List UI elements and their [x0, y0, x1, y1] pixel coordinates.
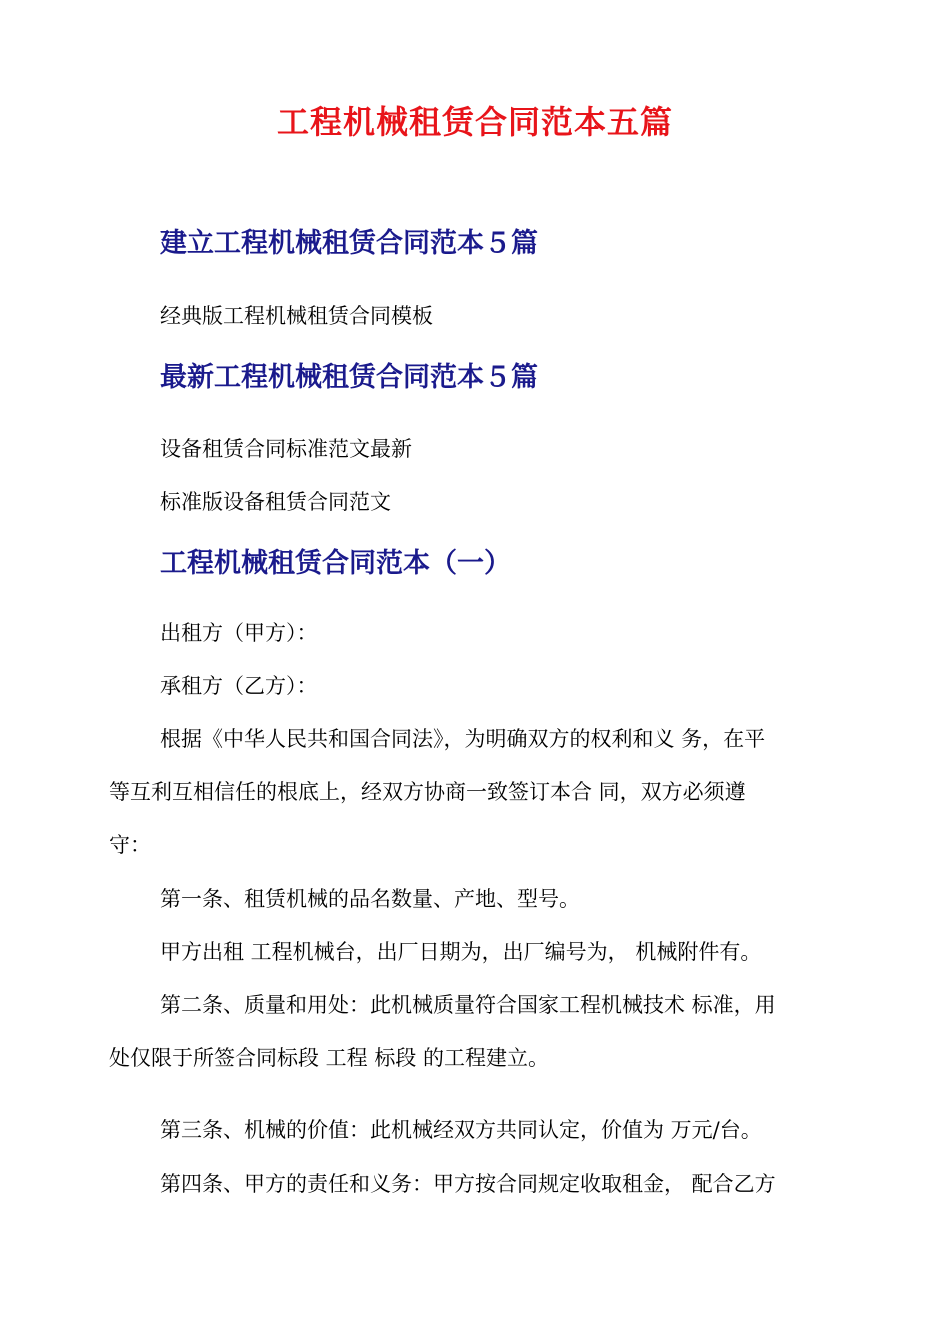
article-2-line-2: 处仅限于所签合同标段 工程 标段 的工程建立。: [109, 1046, 550, 1070]
article-4-line-1: 第四条、甲方的责任和义务：甲方按合同规定收取租金， 配合乙方: [160, 1172, 776, 1196]
preamble-line-1: 根据《中华人民共和国合同法》，为明确双方的权利和义 务，在平: [160, 727, 766, 751]
section-heading-2: 最新工程机械租赁合同范本５篇: [160, 362, 538, 393]
lessee-line: 承租方（乙方）：: [160, 674, 318, 698]
article-1: 第一条、租赁机械的品名数量、产地、型号。: [160, 887, 580, 911]
article-3: 第三条、机械的价值：此机械经双方共同认定，价值为 万元/台。: [160, 1118, 762, 1142]
contents-item-2: 设备租赁合同标准范文最新: [160, 437, 412, 461]
contents-item-1: 经典版工程机械租赁合同模板: [160, 304, 433, 328]
document-title: 工程机械租赁合同范本五篇: [276, 103, 673, 141]
section-heading-1: 建立工程机械租赁合同范本５篇: [160, 228, 538, 259]
article-1-detail: 甲方出租 工程机械台，出厂日期为，出厂编号为， 机械附件有。: [160, 940, 762, 964]
contents-item-3: 标准版设备租赁合同范文: [160, 490, 391, 514]
lessor-line: 出租方（甲方）：: [160, 621, 318, 645]
article-2-line-1: 第二条、质量和用处：此机械质量符合国家工程机械技术 标准，用: [160, 993, 776, 1017]
preamble-line-3: 守：: [109, 833, 151, 857]
section-heading-3: 工程机械租赁合同范本（一）: [160, 548, 511, 579]
preamble-line-2: 等互利互相信任的根底上，经双方协商一致签订本合 同，双方必须遵: [109, 780, 746, 804]
